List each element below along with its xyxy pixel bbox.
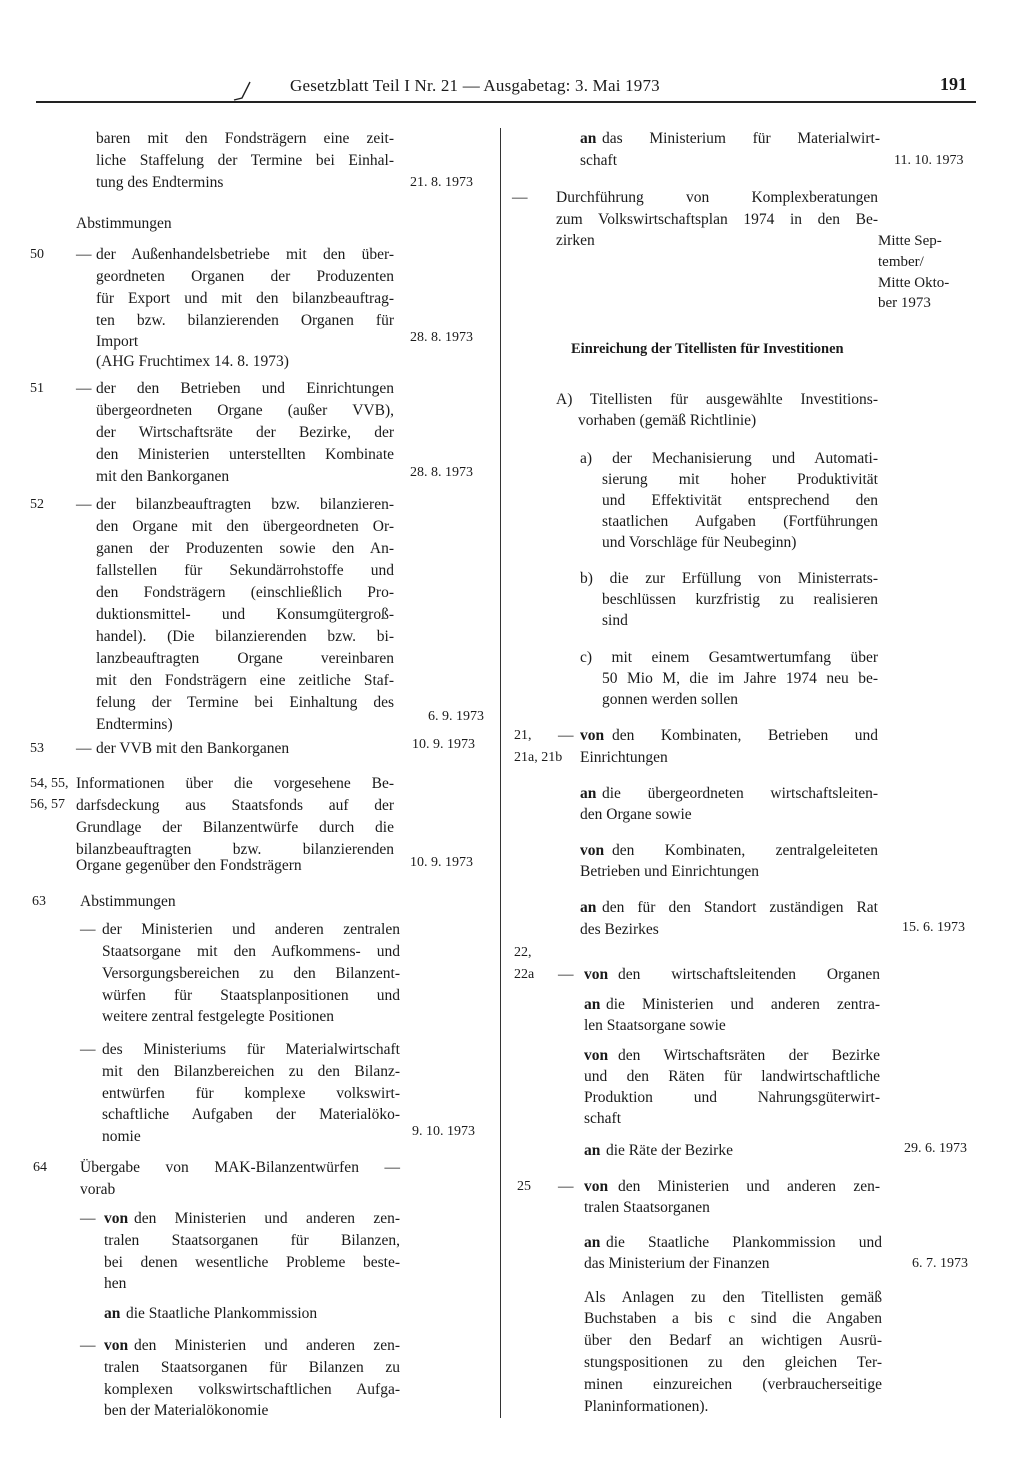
text-line: den Ministerien und anderen zen- [134, 1337, 400, 1354]
dash-bullet: — [76, 380, 92, 397]
text-line: handel). (Die bilanzierenden bzw. bi- [96, 628, 394, 645]
deadline-date: Mitte Okto- [878, 275, 950, 291]
text-line: stungspositionen zu den gleichen Ter- [584, 1354, 882, 1371]
text-line: die übergeordneten wirtschaftsleiten- [602, 785, 878, 802]
text-line: den Organe sowie [580, 806, 692, 823]
text-line: 50 Mio M, die im Jahre 1974 neu be- [602, 670, 878, 687]
text-line: gonnen werden sollen [602, 691, 739, 708]
text-line: minen einzureichen (verbraucherseitige [584, 1376, 882, 1393]
text-line: Planinformationen). [584, 1398, 709, 1415]
text-line: für Export und mit den bilanzbeauftrag- [96, 290, 394, 307]
text-line: lanzbeauftragten Organe vereinbaren [96, 650, 394, 667]
item-number: 22, [514, 945, 532, 960]
text-line: der Außenhandelsbetriebe mit den über- [96, 246, 394, 263]
text-line: ten bzw. bilanzierenden Organen für [96, 312, 394, 329]
text-line: entwürfen für komplexe volkswirt- [102, 1085, 400, 1102]
text-line: den Ministerien und anderen zen- [618, 1178, 880, 1195]
text-line: mit den Fondsträgern eine zeitliche Staf- [96, 672, 394, 689]
item-number: 22a [514, 967, 535, 982]
text-line: vorhaben (gemäß Richtlinie) [578, 412, 757, 429]
text-line: Übergabe von MAK-Bilanzentwürfen — [80, 1159, 400, 1176]
deadline-date: ber 1973 [878, 295, 931, 311]
text-line: darfsdeckung aus Staatsfonds auf der [76, 797, 394, 814]
section-heading: Einreichung der Titellisten für Investitionen [571, 341, 844, 357]
item-number: 21a, 21b [514, 750, 563, 765]
text-line: beschlüssen kurzfristig zu realisieren [602, 591, 878, 608]
text-line: A) Titellisten für ausgewählte Investitions- [556, 391, 878, 408]
text-line: bilanzbeauftragten bzw. bilanzierenden [76, 841, 394, 858]
text-line: tralen Staatsorganen für Bilanzen zu [104, 1359, 400, 1376]
text-line: zirken [556, 232, 595, 249]
text-line: das Ministerium der Finanzen [584, 1255, 770, 1272]
section-heading: Abstimmungen [80, 893, 176, 910]
deadline-date: 28. 8. 1973 [410, 465, 473, 480]
text-line: schaft [580, 152, 618, 169]
text-line: nomie [102, 1128, 141, 1145]
text-line: felung der Termine bei Einhaltung des [96, 694, 394, 711]
text-line: hen [104, 1275, 127, 1292]
dash-bullet: — [558, 727, 574, 744]
dash-bullet: — [76, 740, 92, 757]
text-line: schaft [584, 1110, 622, 1127]
item-number: 51 [30, 381, 44, 396]
text-line: übergeordneten Organe (außer VVB), [96, 402, 394, 419]
text-line: die Staatliche Plankommission [126, 1305, 318, 1322]
text-line: a) der Mechanisierung und Automati- [580, 450, 878, 467]
text-line: den Kombinaten, Betrieben und [612, 727, 878, 744]
text-line: len Staatsorgane sowie [584, 1017, 726, 1034]
text-line: liche Staffelung der Termine bei Einhal- [96, 152, 394, 169]
page-header-title: Gesetzblatt Teil I Nr. 21 — Ausgabetag: 3. Mai 1973 [290, 76, 660, 95]
item-number: 52 [30, 497, 44, 512]
dash-bullet: — [76, 496, 92, 513]
item-number: 63 [32, 894, 46, 909]
text-line: sind [602, 612, 628, 629]
dash-bullet: — [558, 1178, 574, 1195]
text-line: den Ministerien und anderen zen- [134, 1210, 400, 1227]
deadline-date: 10. 9. 1973 [410, 855, 473, 870]
deadline-date: tember/ [878, 254, 924, 270]
text-line: Versorgungsbereichen zu den Bilanzent- [102, 965, 400, 982]
text-line: die Staatliche Plankommission und [606, 1234, 882, 1251]
text-line: den Ministerien unterstellten Kombinate [96, 446, 394, 463]
dash-bullet: — [80, 1210, 96, 1227]
dash-bullet: — [80, 1041, 96, 1058]
deadline-date: 15. 6. 1973 [902, 920, 965, 935]
text-line: des Ministeriums für Materialwirtschaft [102, 1041, 400, 1058]
text-line: komplexen volkswirtschaftlichen Aufga- [104, 1381, 400, 1398]
keyword-an: an [580, 130, 597, 147]
text-line: weitere zentral festgelegte Positionen [102, 1008, 334, 1025]
text-line: der Wirtschaftsräte der Bezirke, der [96, 424, 394, 441]
text-line: Als Anlagen zu den Titellisten gemäß [584, 1289, 882, 1306]
text-line: bei denen wesentliche Probleme beste- [104, 1254, 400, 1271]
text-line: den Kombinaten, zentralgeleiteten [612, 842, 878, 859]
keyword-von: von [584, 966, 609, 983]
text-line: mit den Bankorganen [96, 468, 230, 485]
text-line: der bilanzbeauftragten bzw. bilanzieren- [96, 496, 394, 513]
keyword-an: an [584, 1142, 601, 1159]
keyword-an: an [104, 1305, 121, 1322]
deadline-date: 9. 10. 1973 [412, 1124, 475, 1139]
pen-mark-decoration [232, 80, 252, 102]
item-number: 53 [30, 741, 44, 756]
text-line: schaftliche Aufgaben der Materialöko- [102, 1106, 400, 1123]
text-line: b) die zur Erfüllung von Ministerrats- [580, 570, 878, 587]
text-line: baren mit den Fondsträgern eine zeit- [96, 130, 394, 147]
dash-bullet: — [558, 966, 574, 983]
text-line: vorab [80, 1181, 116, 1198]
item-number: 21, [514, 728, 532, 743]
text-line: tralen Staatsorganen [584, 1199, 710, 1216]
deadline-date: 11. 10. 1973 [894, 153, 964, 168]
text-line: ben der Materialökonomie [104, 1402, 269, 1419]
keyword-an: an [584, 1234, 601, 1251]
dash-bullet: — [76, 246, 92, 263]
text-line: Produktion und Nahrungsgüterwirt- [584, 1089, 880, 1106]
keyword-von: von [580, 727, 605, 744]
text-line: und den Räten für landwirtschaftliche [584, 1068, 880, 1085]
item-number: 54, 55, [30, 776, 69, 791]
text-line: Betrieben und Einrichtungen [580, 863, 760, 880]
item-number: 50 [30, 247, 44, 262]
text-line: staatlichen Aufgaben (Fortführungen [602, 513, 878, 530]
text-line: c) mit einem Gesamtwertumfang über [580, 649, 878, 666]
deadline-date: 28. 8. 1973 [410, 330, 473, 345]
item-number: 25 [517, 1179, 531, 1194]
text-line: Import [96, 333, 139, 350]
keyword-an: an [584, 996, 601, 1013]
text-line: tung des Endtermins [96, 174, 224, 191]
deadline-date: Mitte Sep- [878, 233, 942, 249]
text-line: ganen der Produzenten sowie den An- [96, 540, 394, 557]
dash-bullet: — [80, 1337, 96, 1354]
text-line: den Organe mit den übergeordneten Or- [96, 518, 394, 535]
section-heading: Abstimmungen [76, 215, 172, 232]
deadline-date: 6. 9. 1973 [428, 709, 484, 724]
text-line: tralen Staatsorganen für Bilanzen, [104, 1232, 400, 1249]
text-line: duktionsmittel- und Konsumgütergroß- [96, 606, 394, 623]
keyword-von: von [580, 842, 605, 859]
text-line: Staatsorgane mit den Aufkommens- und [102, 943, 400, 960]
text-line: der Ministerien und anderen zentralen [102, 921, 400, 938]
text-line: Grundlage der Bilanzentwürfe durch die [76, 819, 394, 836]
keyword-von: von [584, 1178, 609, 1195]
text-line: der VVB mit den Bankorganen [96, 740, 290, 757]
text-line: würfen für Staatsplanpositionen und [102, 987, 400, 1004]
item-number: 64 [33, 1160, 47, 1175]
text-line: Informationen über die vorgesehene Be- [76, 775, 394, 792]
text-line: (AHG Fruchtimex 14. 8. 1973) [96, 353, 289, 370]
header-rule [36, 101, 976, 103]
keyword-an: an [580, 899, 597, 916]
text-line: sierung mit hoher Produktivität [602, 471, 878, 488]
keyword-an: an [580, 785, 597, 802]
text-line: und Vorschläge für Neubeginn) [602, 534, 797, 551]
item-number: 56, 57 [30, 797, 65, 812]
text-line: Endtermins) [96, 716, 173, 733]
deadline-date: 21. 8. 1973 [410, 175, 473, 190]
dash-bullet: — [512, 189, 528, 206]
column-separator [500, 128, 501, 1418]
text-line: fallstellen für Sekundärrohstoffe und [96, 562, 394, 579]
text-line: des Bezirkes [580, 921, 659, 938]
text-line: den für den Standort zuständigen Rat [602, 899, 878, 916]
text-line: Buchstaben a bis c sind die Angaben [584, 1310, 882, 1327]
text-line: Einrichtungen [580, 749, 668, 766]
dash-bullet: — [80, 921, 96, 938]
text-line: die Räte der Bezirke [606, 1142, 733, 1159]
text-line: geordneten Organen der Produzenten [96, 268, 394, 285]
text-line: den Fondsträgern (einschließlich Pro- [96, 584, 394, 601]
page-number: 191 [940, 74, 967, 94]
text-line: das Ministerium für Materialwirt- [602, 130, 880, 147]
text-line: die Ministerien und anderen zentra- [606, 996, 880, 1013]
text-line: mit den Bilanzbereichen zu den Bilanz- [102, 1063, 400, 1080]
text-line: zum Volkswirtschaftsplan 1974 in den Be- [556, 211, 878, 228]
keyword-von: von [584, 1047, 609, 1064]
text-line: über den Bedarf an wichtigen Ausrü- [584, 1332, 882, 1349]
keyword-von: von [104, 1337, 129, 1354]
deadline-date: 29. 6. 1973 [904, 1141, 967, 1156]
deadline-date: 10. 9. 1973 [412, 737, 475, 752]
text-line: den wirtschaftsleitenden Organen [618, 966, 880, 983]
text-line: Organe gegenüber den Fondsträgern [76, 857, 302, 874]
text-line: und Effektivität entsprechend den [602, 492, 878, 509]
text-line: den Wirtschaftsräten der Bezirke [618, 1047, 880, 1064]
deadline-date: 6. 7. 1973 [912, 1256, 968, 1271]
keyword-von: von [104, 1210, 129, 1227]
text-line: der den Betrieben und Einrichtungen [96, 380, 394, 397]
text-line: Durchführung von Komplexberatungen [556, 189, 878, 206]
